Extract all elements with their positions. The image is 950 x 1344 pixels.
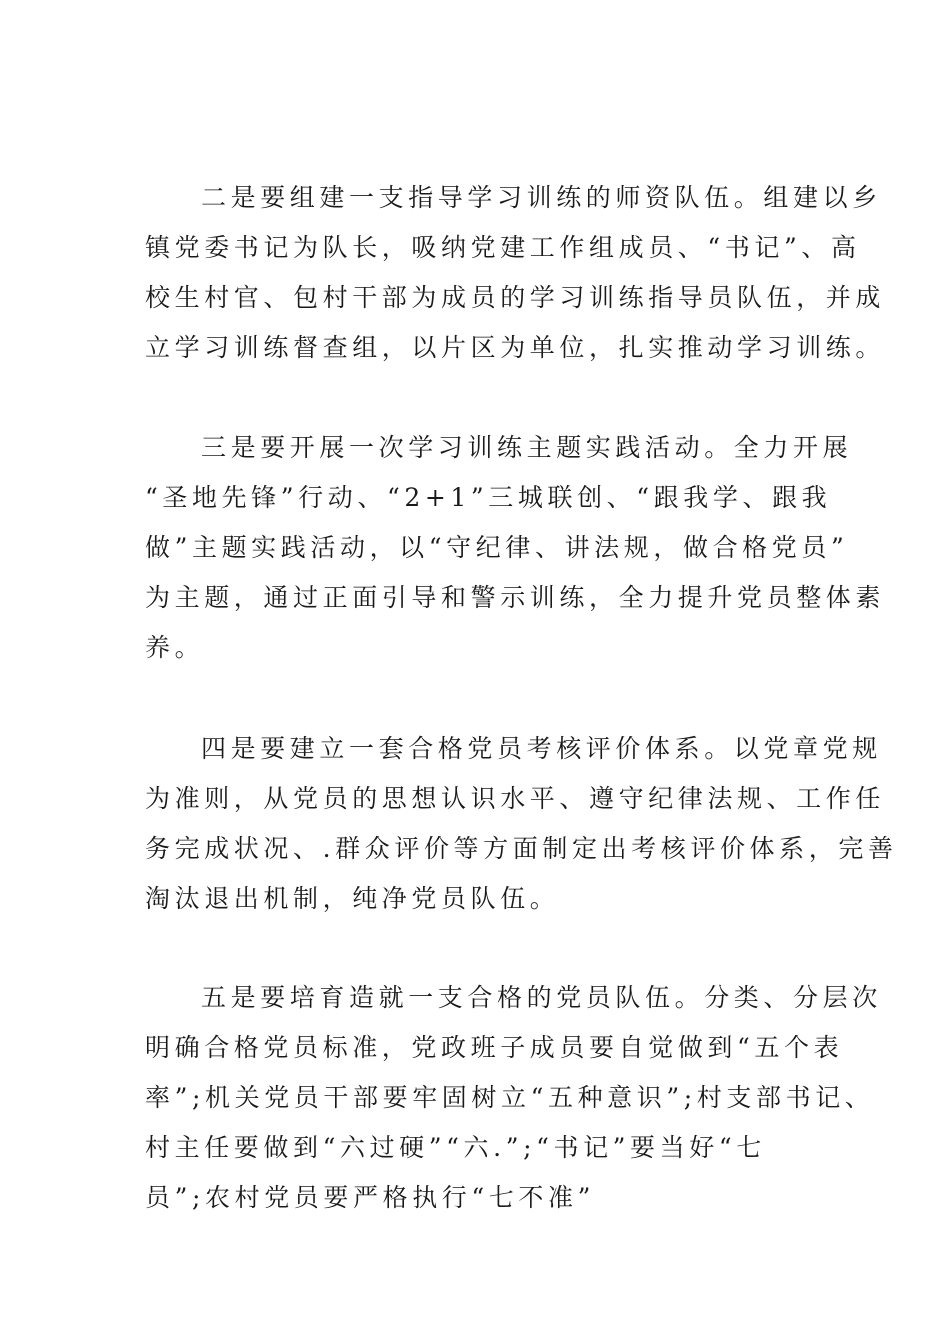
paragraph-line: 二是要组建一支指导学习训练的师资队伍。组建以乡 [201,183,882,212]
paragraph-line: 四是要建立一套合格党员考核评价体系。以党章党规 [201,734,882,763]
paragraph-line: 养。 [145,633,205,662]
paragraph-line: 务完成状况、.群众评价等方面制定出考核评价体系，完善 [145,834,898,863]
paragraph-qualified-members [145,973,882,1223]
paragraph-line: 员”;农村党员要严格执行“七不准” [145,1183,595,1212]
paragraph-line: 五是要培育造就一支合格的党员队伍。分类、分层次 [201,983,882,1012]
paragraph-line: 三是要开展一次学习训练主题实践活动。全力开展 [201,433,853,462]
paragraph-teacher-team [145,173,886,373]
paragraph-line: 明确合格党员标准，党政班子成员要自觉做到“五个表 [145,1033,844,1062]
paragraph-line: “圣地先锋”行动、“2+1”三城联创、“跟我学、跟我 [145,483,832,512]
paragraph-line: 镇党委书记为队长，吸纳党建工作组成员、“书记”、高 [145,233,861,262]
paragraph-line: 村主任要做到“六过硬”“六.”;“书记”要当好“七 [145,1133,766,1162]
paragraph-line: 淘汰退出机制，纯净党员队伍。 [145,884,560,913]
paragraph-evaluation-system [145,724,898,924]
paragraph-line: 做”主题实践活动，以“守纪律、讲法规，做合格党员” [145,533,849,562]
paragraph-line: 为准则，从党员的思想认识水平、遵守纪律法规、工作任 [145,784,886,813]
paragraph-line: 校生村官、包村干部为成员的学习训练指导员队伍，并成 [145,283,886,312]
paragraph-line: 立学习训练督查组，以片区为单位，扎实推动学习训练。 [145,333,886,362]
paragraph-line: 率”;机关党员干部要牢固树立“五种意识”;村支部书记、 [145,1083,875,1112]
paragraph-line: 为主题，通过正面引导和警示训练，全力提升党员整体素 [145,583,886,612]
paragraph-practice-activity [145,423,886,673]
